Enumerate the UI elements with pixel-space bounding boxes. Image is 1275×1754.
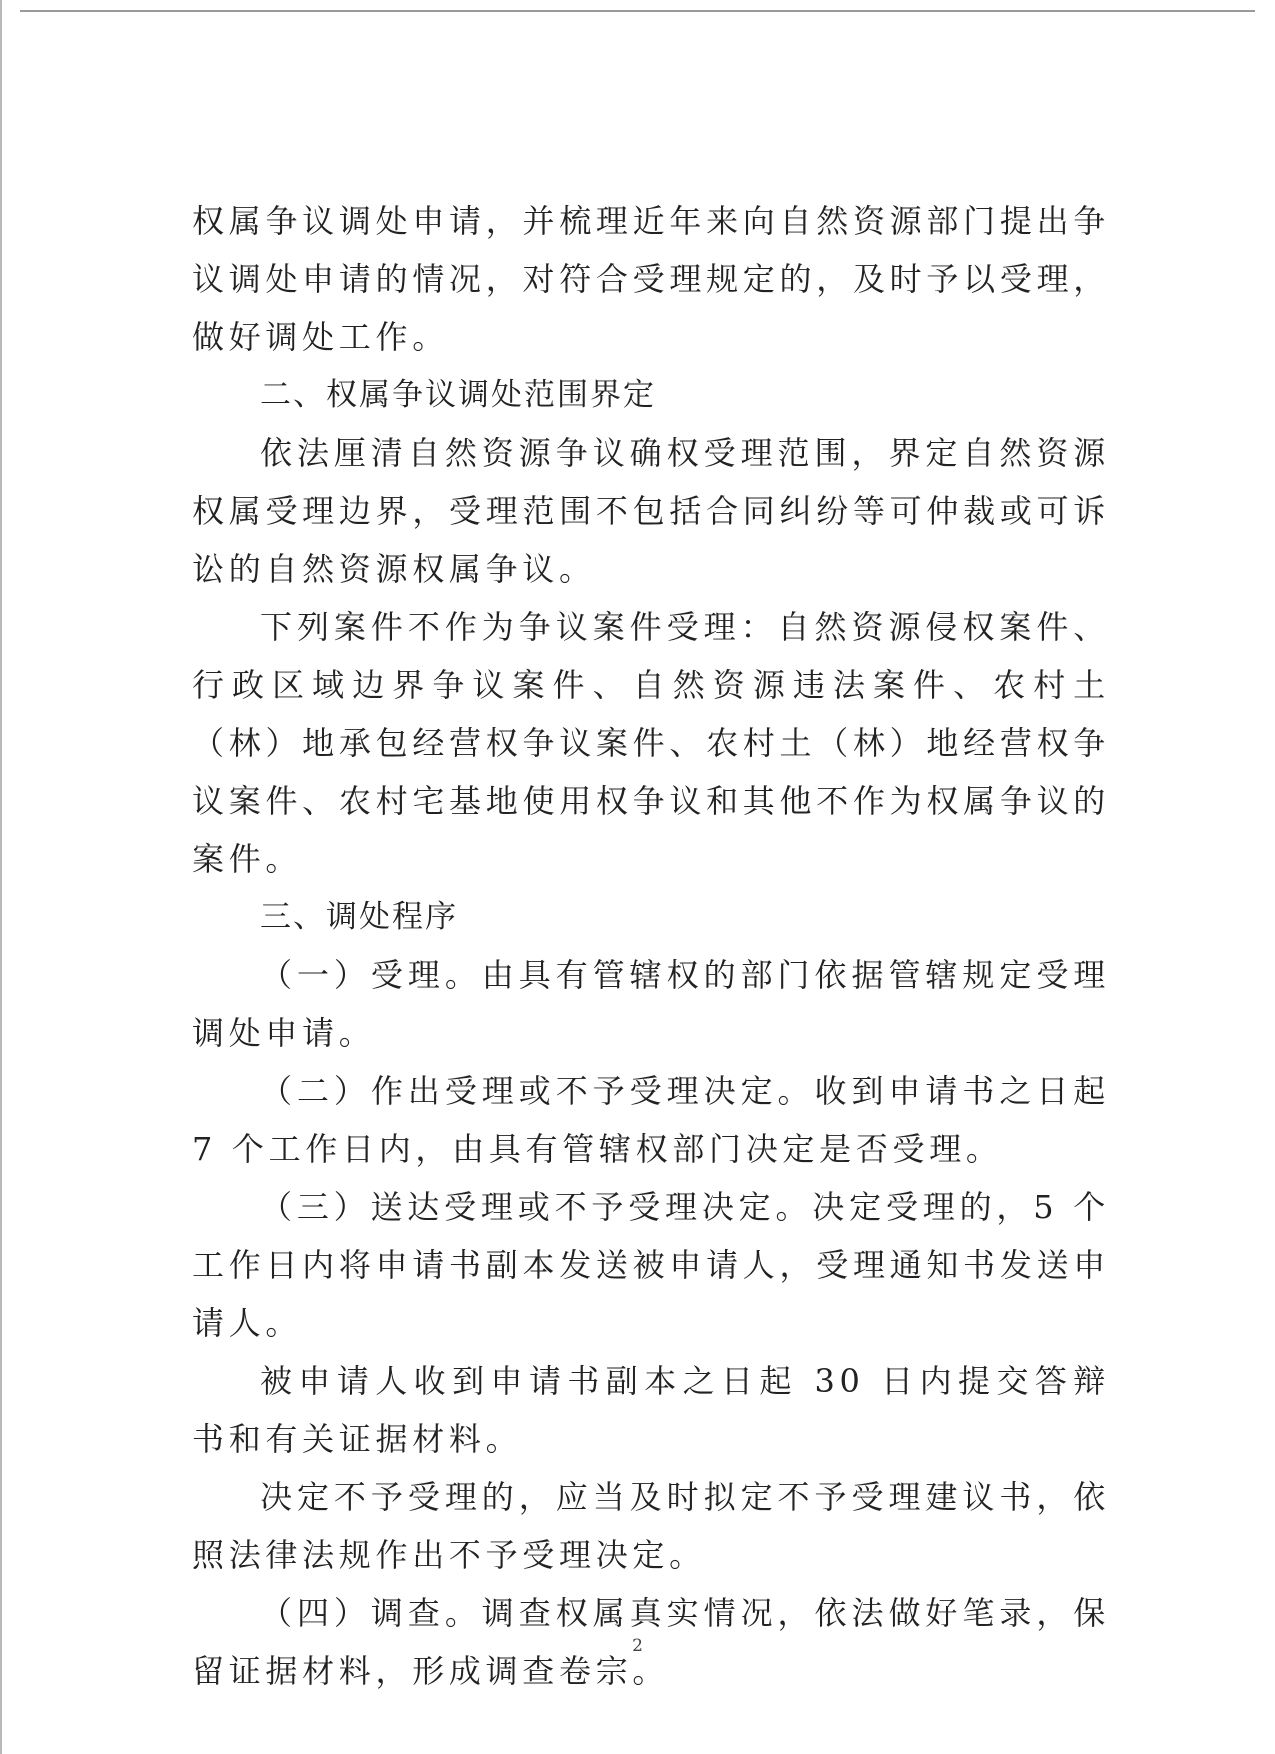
- paragraph: 决定不予受理的，应当及时拟定不予受理建议书，依照法律法规作出不予受理决定。: [192, 1478, 1110, 1574]
- paragraph: 依法厘清自然资源争议确权受理范围，界定自然资源权属受理边界，受理范围不包括合同纠纷等可仲裁或可诉讼的自然资源权属争议。: [192, 434, 1110, 588]
- scan-edge-top: [20, 10, 1255, 12]
- scan-edge-left: [0, 0, 2, 1754]
- paragraph: 被申请人收到申请书副本之日起 30 日内提交答辩书和有关证据材料。: [192, 1362, 1110, 1458]
- paragraph: （四）调查。调查权属真实情况，依法做好笔录，保留证据材料，形成调查卷宗。: [192, 1594, 1110, 1690]
- paragraph: （二）作出受理或不予受理决定。收到申请书之日起 7 个工作日内，由具有管辖权部门决定是否受理。: [192, 1072, 1110, 1168]
- paragraph: （三）送达受理或不予受理决定。决定受理的，5 个工作日内将申请书副本发送被申请人，受理通知书发送申请人。: [192, 1188, 1110, 1342]
- paragraph: 权属争议调处申请，并梳理近年来向自然资源部门提出争议调处申请的情况，对符合受理规定的，及时予以受理，做好调处工作。: [192, 202, 1110, 356]
- document-body: [192, 192, 1110, 1700]
- paragraph: （一）受理。由具有管辖权的部门依据管辖规定受理调处申请。: [192, 956, 1110, 1052]
- page-number: 2: [632, 1636, 643, 1656]
- section-heading: 二、权属争议调处范围界定: [260, 377, 656, 413]
- paragraph: 下列案件不作为争议案件受理：自然资源侵权案件、行政区域边界争议案件、自然资源违法案件、农村土（林）地承包经营权争议案件、农村土（林）地经营权争议案件、农村宅基地使用权争议和其他不作为权属争议的案件。: [192, 608, 1110, 878]
- section-heading: 三、调处程序: [260, 899, 458, 935]
